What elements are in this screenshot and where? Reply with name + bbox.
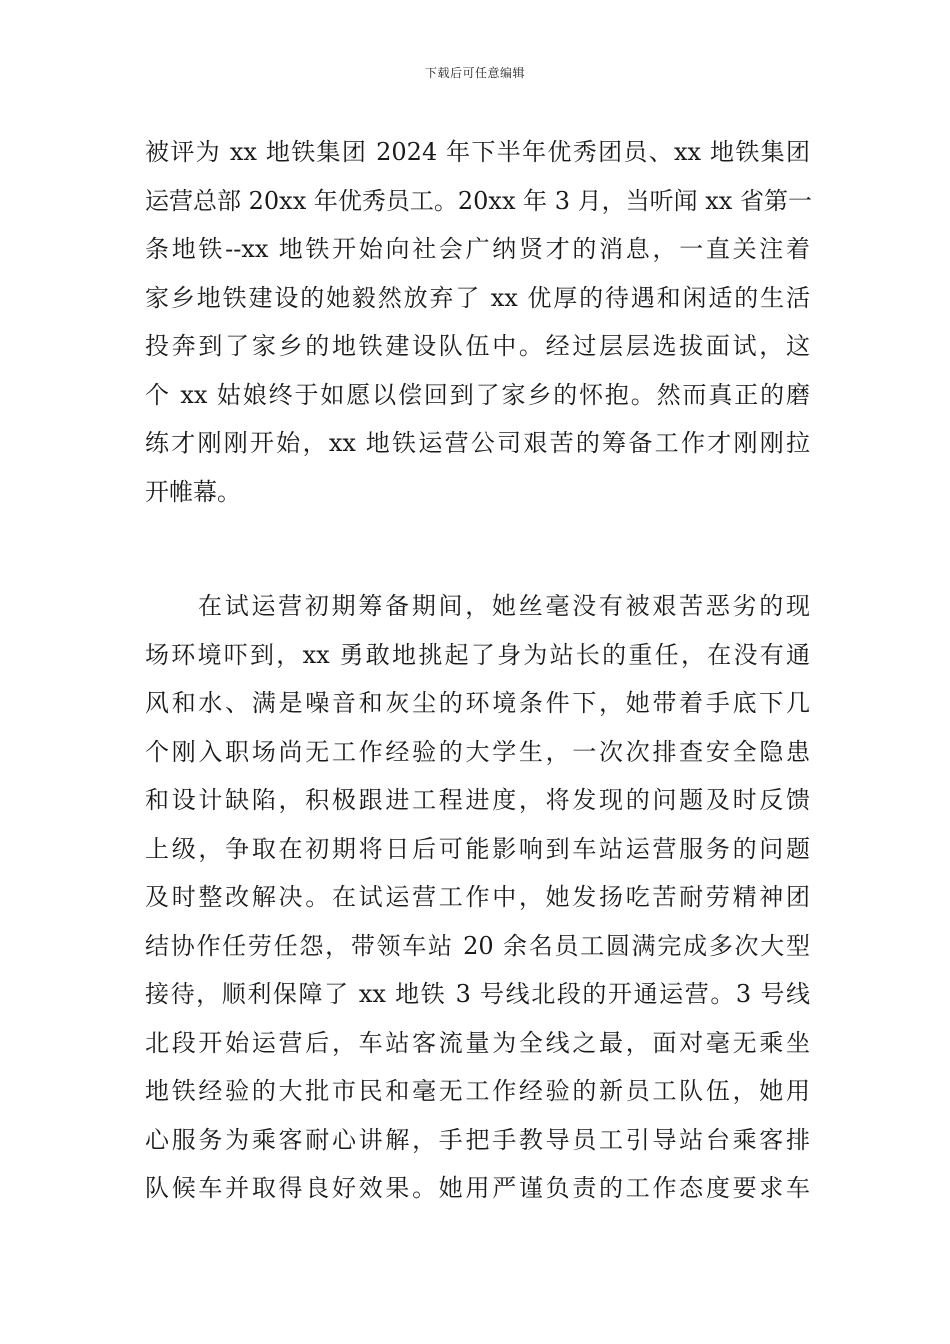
text-line: 运营总部 20xx 年优秀员工。20xx 年 3 月，当听闻 xx 省第一 <box>145 186 812 215</box>
text-line: 场环境吓到，xx 勇敢地挑起了身为站长的重任，在没有通 <box>145 640 810 669</box>
text-line: 投奔到了家乡的地铁建设队伍中。经过层层选拔面试，这 <box>145 332 810 360</box>
text-line: 被评为 xx 地铁集团 2024 年下半年优秀团员、xx 地铁集团 <box>145 138 810 166</box>
paragraph-gap <box>145 516 810 582</box>
text-line: 条地铁--xx 地铁开始向社会广纳贤才的消息，一直关注着 <box>145 235 810 263</box>
text-line: 风和水、满是噪音和灰尘的环境条件下，她带着手底下几 <box>145 689 810 717</box>
text-line: 个刚入职场尚无工作经验的大学生，一次次排查安全隐患 <box>145 737 810 766</box>
text-line: 和设计缺陷，积极跟进工程进度，将发现的问题及时反馈 <box>145 786 810 814</box>
text-line: 在试运营初期筹备期间，她丝毫没有被艰苦恶劣的现 <box>198 592 810 620</box>
page-header: 下载后可任意编辑 <box>424 66 525 80</box>
text-line: 接待，顺利保障了 xx 地铁 3 号线北段的开通运营。3 号线 <box>145 980 810 1008</box>
text-line: 心服务为乘客耐心讲解，手把手教导员工引导站台乘客排 <box>145 1125 810 1154</box>
text-line: 队候车并取得良好效果。她用严谨负责的工作态度要求车 <box>145 1174 810 1202</box>
text-line: 北段开始运营后，车站客流量为全线之最，面对毫无乘坐 <box>145 1028 810 1057</box>
text-line: 地铁经验的大批市民和毫无工作经验的新员工队伍，她用 <box>145 1077 810 1105</box>
text-line: 个 xx 姑娘终于如愿以偿回到了家乡的怀抱。然而真正的磨 <box>145 380 810 409</box>
text-line: 练才刚刚开始，xx 地铁运营公司艰苦的筹备工作才刚刚拉 <box>145 429 810 457</box>
text-line: 结协作任劳任怨，带领车站 20 余名员工圆满完成多次大型 <box>145 931 810 960</box>
text-line: 家乡地铁建设的她毅然放弃了 xx 优厚的待遇和闲适的生活 <box>145 283 810 312</box>
paragraph <box>145 582 810 1213</box>
text-line: 上级，争取在初期将日后可能影响到车站运营服务的问题 <box>145 834 810 863</box>
paragraph <box>145 128 810 516</box>
document-body <box>145 128 810 1213</box>
text-line: 及时整改解决。在试运营工作中，她发扬吃苦耐劳精神团 <box>145 883 810 911</box>
text-line: 开帷幕。 <box>145 477 241 506</box>
